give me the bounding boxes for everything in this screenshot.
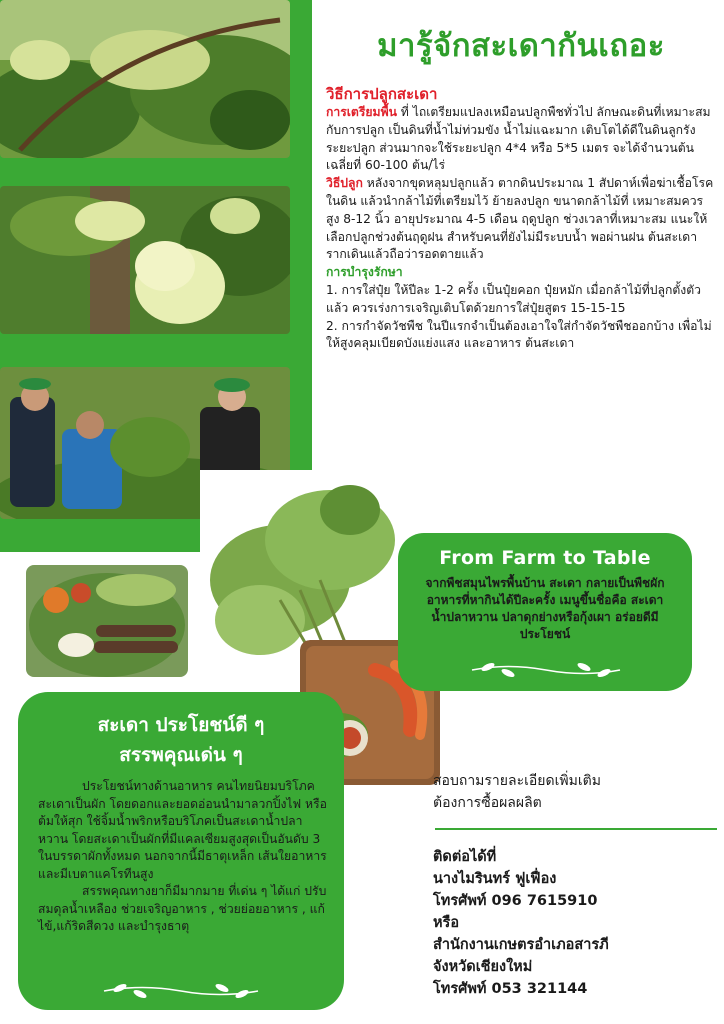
neem-flower-photo — [0, 186, 290, 334]
vine-divider-icon — [100, 982, 262, 1000]
contact-phone-2: โทรศัพท์ 053 321144 — [433, 981, 588, 997]
farm-title: From Farm to Table — [439, 547, 651, 569]
benefit-paragraph-1: ประโยชน์ทางด้านอาหาร คนไทยนิยมบริโภคสะเดาเป็นผัก โดยดอกและยอดอ่อนนำมาลวกปิ้งไฟ หรือต้มให้สุก ใช้จิ้มน้ำพริกหรือบริโภคเป็นสะเดาน้ำปลาหวาน โดยสะเดาเป็นผักที่มีแคลเซียมสูงสุดเป็นอันดับ 3 ในบรรดาผักทั้งหมด นอกจากนี้มีธาตุเหล็ก เส้นใยอาหาร และมีเบตาแคโรทีนสูง — [38, 779, 327, 881]
method-label: วิธีปลูก — [326, 176, 363, 191]
contact-inquiry — [433, 770, 601, 814]
contact-ask-line-1: สอบถามรายละเอียดเพิ่มเติม — [433, 773, 601, 789]
contact-name: นางไมรินทร์ ฟูเฟื่อง — [433, 871, 557, 887]
prep-text: ที่ ไถเตรียมแปลงเหมือนปลูกพืชทั่วไป ลักษณะดินที่เหมาะสมกับการปลูก เป็นดินที่น้ำไม่ท่วมขัง น้ำไม่แฉะมาก เติบโตได้ดีในดินลูกรัง — [326, 105, 711, 137]
care-item-2: 2. การกำจัดวัชพืช ในปีแรกจำเป็นต้องเอาใจใส่กำจัดวัชพืชออกบ้าง เพื่อไม่ให้สูงคลุมเบียดบังแย่งแสง และอาหาร ต้นสะเดา — [326, 318, 712, 351]
benefit-title-line-2: สรรพคุณเด่น ๆ — [119, 744, 243, 766]
page-title: มารู้จักสะเดากันเถอะ — [377, 28, 665, 64]
planting-section — [326, 84, 716, 353]
benefit-paragraph-2: สรรพคุณทางยาก็มีมากมาย ที่เด่น ๆ ได้แก่ ปรับสมดุลน้ำเหลือง ช่วยเจริญอาหาร , ช่วยย่อยอาหาร , แก้ไข้,แก้ริดสีดวง และบำรุงธาตุ — [38, 884, 327, 933]
farm-text: จากพืชสมุนไพรพื้นบ้าน สะเดา กลายเป็นพืชผักอาหารที่หากินได้ปีละครั้ง เมนูขึ้นชื่อคือ สะเดาน้ำปลาหวาน ปลาดุกย่างหรือกุ้งเผา อร่อยดีมีประโยชน์ — [425, 576, 665, 641]
spacing-text: ระยะปลูก ส่วนมากจะใช้ระยะปลูก 4*4 หรือ 5*5 เมตร จะได้จำนวนต้นเฉลี่ยที่ 60-100 ต้น/ไร่ — [326, 140, 694, 173]
contact-office-1: สำนักงานเกษตรอำเภอสารภี — [433, 937, 609, 953]
planting-heading: วิธีการปลูกสะเดา — [326, 85, 438, 103]
benefit-text — [18, 778, 344, 936]
contact-phone-1: โทรศัพท์ 096 7615910 — [433, 893, 598, 909]
benefit-box — [18, 692, 344, 1010]
method-paragraph — [326, 175, 716, 264]
contact-ask-line-2: ต้องการซื้อผลผลิต — [433, 795, 542, 811]
benefit-title-line-1: สะเดา ประโยชน์ดี ๆ — [97, 714, 265, 736]
contact-label: ติดต่อได้ที่ — [433, 849, 497, 865]
method-text: หลังจากขุดหลุมปลูกแล้ว ตากดินประมาณ 1 สัปดาห์เพื่อฆ่าเชื้อโรค ในดิน แล้วนำกล้าไม้ที่เตรียมไว้ ย้ายลงปลูก ขนาดกล้าไม้ที่ เหมาะสมควรสูง 8-12 นิ้ว อายุประมาณ 4-5 เดือน ฤดูปลูก ช่วงเวลาที่เหมาะสม แนะให้เลือกปลูกช่วงต้นฤดูฝน สำหรับคนที่ยังไม่มีระบบน้ำ พอผ่านฝน ต้นสะเดารากเดินแล้วถือว่ารอดตายแล้ว — [326, 176, 714, 262]
contact-divider — [435, 828, 717, 830]
contact-office-2: จังหวัดเชียงใหม่ — [433, 959, 533, 975]
prep-label: การเตรียมพื้น — [326, 105, 397, 119]
food-platter-photo — [26, 565, 188, 677]
care-heading: การบำรุงรักษา — [326, 265, 403, 280]
contact-details — [433, 846, 609, 1000]
vine-divider-icon — [468, 661, 624, 679]
neem-tree-photo — [0, 0, 290, 158]
care-item-1: 1. การใส่ปุ๋ย ให้ปีละ 1-2 ครั้ง เป็นปุ๋ยคอก ปุ๋ยหมัก เมื่อกล้าไม้ที่ปลูกตั้งตัวแล้ว ควรเร่งการเจริญเติบโตด้วยการใส่ปุ๋ยสูตร 15-15-15 — [326, 282, 701, 315]
contact-or: หรือ — [433, 915, 460, 931]
farm-to-table-box — [398, 533, 692, 691]
benefit-title — [18, 710, 344, 770]
prep-paragraph — [326, 104, 716, 140]
